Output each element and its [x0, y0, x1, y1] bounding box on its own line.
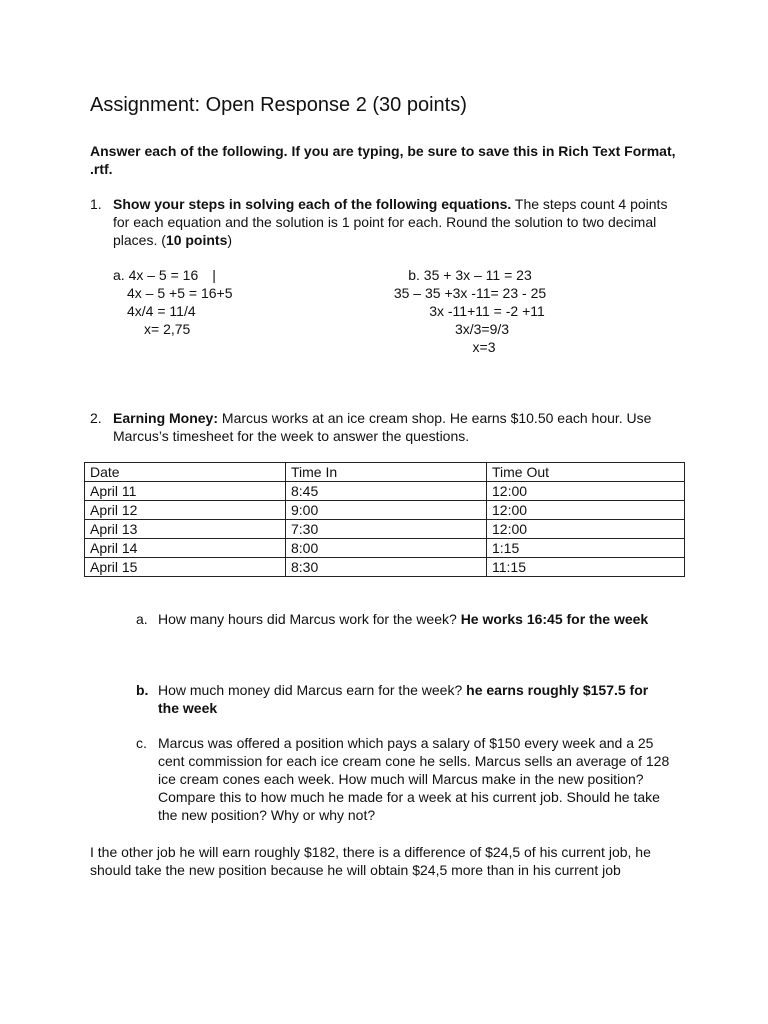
cell-time-out: 12:00: [487, 482, 685, 501]
question-2-text: Marcus works at an ice cream shop. He earns $10.50 each hour. Use Marcus’s timesheet for the week to answer the questions.: [113, 410, 652, 444]
header-date: Date: [85, 463, 286, 482]
table-row: [85, 558, 685, 577]
equation-a-line-4: x= 2,75: [144, 321, 191, 337]
cell-time-out: 11:15: [487, 558, 685, 577]
cell-date: April 13: [85, 520, 286, 539]
cell-time-out: 12:00: [487, 520, 685, 539]
cell-date: April 15: [85, 558, 286, 577]
cell-date: April 12: [85, 501, 286, 520]
sub-a-question: How many hours did Marcus work for the week?: [158, 611, 461, 627]
cell-date: April 14: [85, 539, 286, 558]
sub-b-answer: he earns roughly $157.5 for the week: [158, 682, 649, 716]
cell-time-out: 1:15: [487, 539, 685, 558]
equation-a-line-1: [113, 266, 216, 284]
sub-b-letter: b.: [136, 682, 149, 698]
equation-b-line-1: b. 35 + 3x – 11 = 23: [408, 267, 532, 283]
cell-date: April 11: [85, 482, 286, 501]
text-cursor: |: [212, 267, 216, 283]
equation-b-line-5: x=3: [472, 339, 496, 355]
header-time-out: Time Out: [487, 463, 685, 482]
cell-time-in: 9:00: [286, 501, 487, 520]
cell-time-in: 8:30: [286, 558, 487, 577]
table-row: [85, 539, 685, 558]
equation-a-line-3: 4x/4 = 11/4: [127, 303, 196, 319]
question-2-body: [113, 409, 683, 445]
table-header-row: [85, 463, 685, 482]
equation-a-line-2: 4x – 5 +5 = 16+5: [127, 285, 233, 301]
equation-b-line-3: 3x -11+11 = -2 +11: [429, 303, 545, 319]
sub-a-answer: He works 16:45 for the week: [460, 611, 649, 627]
question-1-body: [113, 195, 683, 249]
equation-a-text-1: a. 4x – 5 = 16: [113, 267, 199, 283]
final-answer: I the other job he will earn roughly $182, there is a difference of $24,5 of his current job, he should take the new position because he will obtain $24,5 more than in his current job: [90, 844, 651, 878]
table-row: [85, 482, 685, 501]
sub-b-question: How much money did Marcus earn for the week?: [158, 682, 467, 698]
header-time-in: Time In: [286, 463, 487, 482]
question-1-points: 10 points: [165, 232, 228, 248]
equation-b-line-4: 3x/3=9/3: [454, 321, 510, 337]
cell-time-out: 12:00: [487, 501, 685, 520]
sub-b-body: [158, 681, 673, 717]
question-2-heading: Earning Money:: [113, 410, 219, 426]
cell-time-in: 7:30: [286, 520, 487, 539]
question-1-text-a: The steps count 4 points for each equation and the solution is 1 point for each. Round the solution to two decimal places. (: [113, 196, 668, 248]
sub-a-letter: a.: [136, 611, 148, 627]
question-1-heading: Show your steps in solving each of the following equations.: [113, 196, 512, 212]
question-1-number: 1.: [90, 196, 102, 212]
equation-b-line-2: 35 – 35 +3x -11= 23 - 25: [393, 285, 547, 301]
cell-time-in: 8:00: [286, 539, 487, 558]
question-2-number: 2.: [90, 410, 102, 426]
page-title: Assignment: Open Response 2 (30 points): [90, 94, 467, 116]
timesheet-table: [84, 462, 685, 577]
sub-c-letter: c.: [136, 735, 147, 751]
cell-time-in: 8:45: [286, 482, 487, 501]
table-row: [85, 520, 685, 539]
instructions: Answer each of the following. If you are typing, be sure to save this in Rich Text Format, .rtf.: [90, 143, 676, 177]
sub-c-question: Marcus was offered a position which pays a salary of $150 every week and a 25 cent commission for each ice cream cone he sells. Marcus sells an average of 128 ice cream cones each week. How much will Marcus make in the new position? Compare this to how much he made for a week at his current job. Should he take the new position? Why or why not?: [158, 735, 670, 823]
sub-a-body: [158, 610, 673, 628]
table-row: [85, 501, 685, 520]
question-1-text-b: ): [227, 232, 233, 248]
